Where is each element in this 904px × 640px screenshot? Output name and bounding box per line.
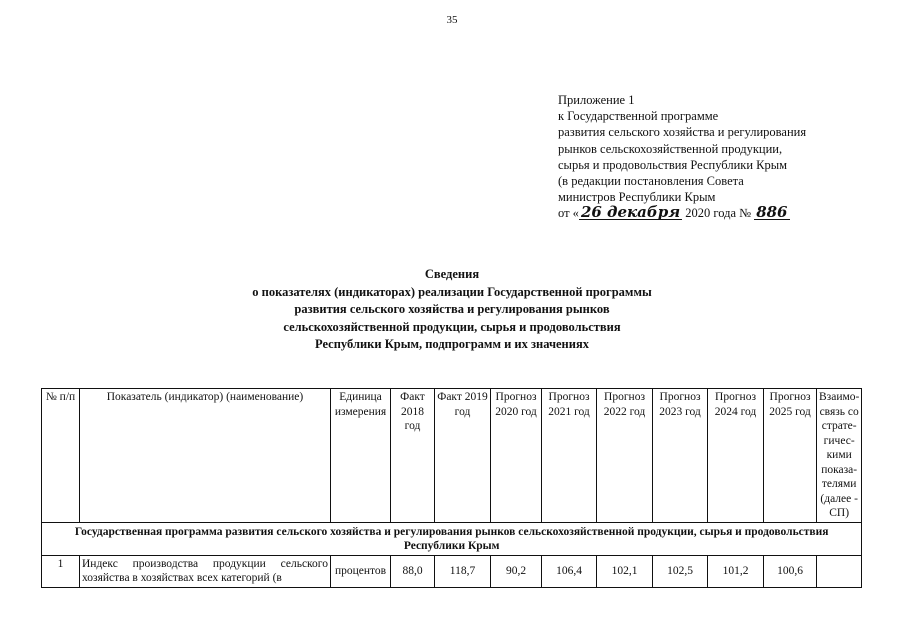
date-prefix: от « <box>558 206 579 221</box>
row-sp-link <box>817 555 862 587</box>
col-header-unit: Единица измерения <box>331 389 391 523</box>
heading-line: Республики Крым, подпрограмм и их значениях <box>315 337 589 351</box>
document-heading <box>0 266 904 354</box>
appendix-line: (в редакции постановления Совета <box>558 174 744 189</box>
col-header-indicator: Показатель (индикатор) (наименование) <box>80 389 331 523</box>
appendix-line: развития сельского хозяйства и регулирования <box>558 125 807 140</box>
appendix-line: к Государственной программе <box>558 109 719 124</box>
heading-line: развития сельского хозяйства и регулирования рынков <box>294 302 610 316</box>
handwritten-date: 26 декабря <box>580 203 681 222</box>
appendix-line: сырья и продовольствия Республики Крым <box>558 157 788 172</box>
heading-line: сельскохозяйственной продукции, сырья и продовольствия <box>283 319 621 334</box>
col-header-fact-2018: Факт 2018 год <box>391 389 435 523</box>
appendix-line: министров Республики Крым <box>558 190 716 205</box>
appendix-line: Приложение 1 <box>558 93 635 107</box>
row-value-2020: 90,2 <box>491 555 542 587</box>
heading-line: о показателях (индикаторах) реализации Государственной программы <box>252 284 652 299</box>
row-value-2018: 88,0 <box>391 555 435 587</box>
appendix-date-line <box>558 205 806 221</box>
col-header-forecast-2022: Прогноз 2022 год <box>597 389 653 523</box>
col-header-forecast-2021: Прогноз 2021 год <box>542 389 597 523</box>
row-unit: процентов <box>331 555 391 587</box>
col-header-fact-2019: Факт 2019 год <box>435 389 491 523</box>
row-value-2019: 118,7 <box>435 555 491 587</box>
page-number: 35 <box>446 14 458 26</box>
handwritten-number: 886 <box>756 203 788 222</box>
col-header-forecast-2023: Прогноз 2023 год <box>653 389 708 523</box>
indicators-table <box>41 388 862 588</box>
col-header-forecast-2025: Прогноз 2025 год <box>764 389 817 523</box>
row-num: 1 <box>42 555 80 587</box>
row-value-2025: 100,6 <box>764 555 817 587</box>
table-header-row <box>42 389 862 523</box>
col-header-forecast-2024: Прогноз 2024 год <box>708 389 764 523</box>
heading-line: Сведения <box>424 267 480 281</box>
appendix-line: рынков сельскохозяйственной продукции, <box>558 141 783 156</box>
row-indicator-name: Индекс производства продукции сельского хозяйства в хозяйствах всех категорий (в <box>80 555 331 587</box>
section-title: Государственная программа развития сельского хозяйства и регулирования рынков сельскохозяйственной продукции, сырья и продовольствия Республики Крым <box>42 522 862 555</box>
table-row <box>42 555 862 587</box>
col-header-num: № п/п <box>42 389 80 523</box>
col-header-sp-link: Взаимо-связь со страте-гичес-кими показа-телями (далее - СП) <box>817 389 862 523</box>
row-value-2022: 102,1 <box>597 555 653 587</box>
section-row <box>42 522 862 555</box>
row-value-2024: 101,2 <box>708 555 764 587</box>
row-value-2023: 102,5 <box>653 555 708 587</box>
date-suffix: 2020 года № <box>682 206 752 221</box>
col-header-forecast-2020: Прогноз 2020 год <box>491 389 542 523</box>
appendix-block <box>558 92 806 222</box>
row-value-2021: 106,4 <box>542 555 597 587</box>
